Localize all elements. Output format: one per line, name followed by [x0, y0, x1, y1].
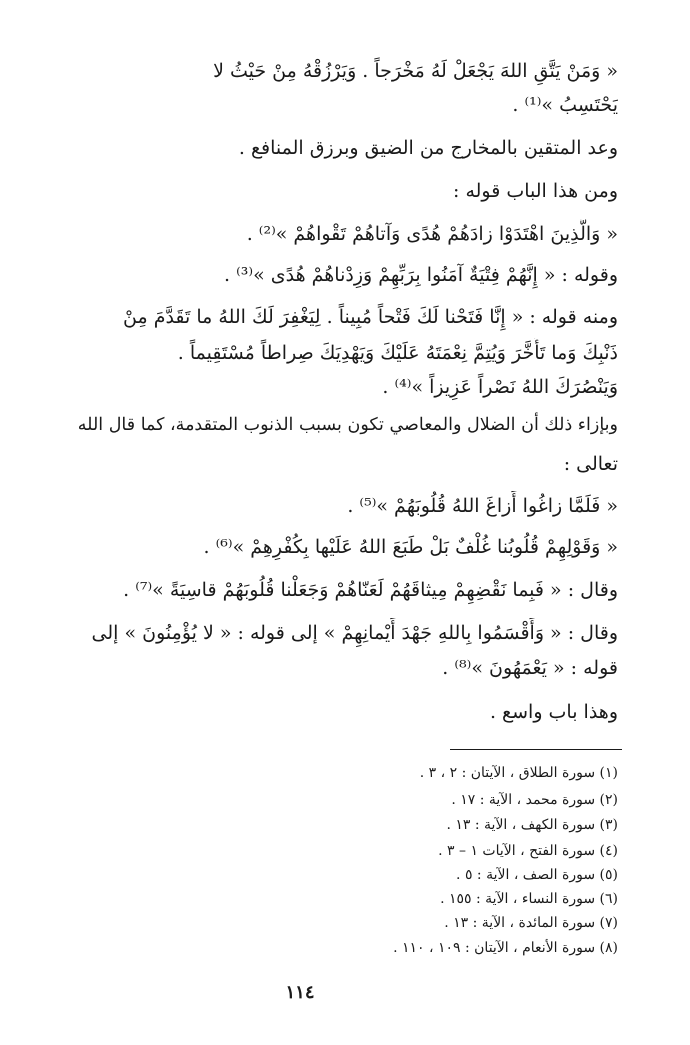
body-line: « فَلَمَّا زاغُوا أَزاغَ اللهُ قُلُوبَهُمْ »⁽⁵⁾ .: [347, 495, 618, 517]
page-number: ١١٤: [285, 982, 315, 1003]
body-line: وبإزاء ذلك أن الضلال والمعاصي تكون بسبب الذنوب المتقدمة، كما قال الله: [77, 415, 618, 435]
body-line: وقال : « وَأَقْسَمُوا بِاللهِ جَهْدَ أَيْمانِهِمْ » إلى قوله : « لا يُؤْمِنُونَ » إلى: [91, 622, 618, 644]
footnote: (٦) سورة النساء ، الآية : ١٥٥ .: [440, 891, 618, 907]
body-line: تعالى :: [563, 453, 618, 475]
body-line: يَحْتَسِبُ »⁽¹⁾ .: [512, 94, 618, 116]
body-line: « وَالَّذِينَ اهْتَدَوْا زادَهُمْ هُدًى وَآتاهُمْ تَقْواهُمْ »⁽²⁾ .: [246, 223, 618, 245]
body-line: وعد المتقين بالمخارج من الضيق وبرزق المنافع .: [238, 137, 618, 159]
body-line: وَيَنْصُرَكَ اللهُ نَصْراً عَزِيزاً »⁽⁴⁾ .: [382, 376, 618, 398]
footnote: (٥) سورة الصف ، الآية : ٥ .: [456, 867, 618, 883]
footnote: (٨) سورة الأنعام ، الآيتان : ١٠٩ ، ١١٠ .: [393, 940, 618, 956]
body-line: « وَمَنْ يَتَّقِ اللهَ يَجْعَلْ لَهُ مَخْرَجاً . وَيَرْزُقْهُ مِنْ حَيْثُ لا: [213, 60, 618, 82]
footnote-separator: [450, 749, 622, 750]
footnote: (٤) سورة الفتح ، الآيات ١ – ٣ .: [438, 843, 618, 859]
body-line: وقال : « فَبِما نَقْضِهِمْ مِيثاقَهُمْ لَعَنّاهُمْ وَجَعَلْنا قُلُوبَهُمْ قاسِيَةً »⁽⁷⁾ .: [123, 579, 618, 601]
body-line: ومنه قوله : « إِنَّا فَتَحْنا لَكَ فَتْحاً مُبِيناً . لِيَغْفِرَ لَكَ اللهُ ما تَقَدَّمَ مِنْ: [123, 306, 618, 328]
footnote: (٧) سورة المائدة ، الآية : ١٣ .: [444, 915, 618, 931]
body-line: ذَنْبِكَ وَما تَأَخَّرَ وَيُتِمَّ نِعْمَتَهُ عَلَيْكَ وَيَهْدِيَكَ صِراطاً مُسْتَقِيماً .: [177, 342, 618, 364]
body-line: ومن هذا الباب قوله :: [453, 180, 618, 202]
footnote: (٢) سورة محمد ، الآية : ١٧ .: [451, 792, 618, 808]
body-line: وهذا باب واسع .: [489, 701, 618, 723]
body-line: قوله : « يَعْمَهُونَ »⁽⁸⁾ .: [442, 657, 618, 679]
footnote: (٣) سورة الكهف ، الآية : ١٣ .: [446, 817, 618, 833]
footnote: (١) سورة الطلاق ، الآيتان : ٢ ، ٣ .: [419, 765, 618, 781]
body-line: « وَقَوْلِهِمْ قُلُوبُنا غُلْفٌ بَلْ طَبَعَ اللهُ عَلَيْها بِكُفْرِهِمْ »⁽⁶⁾ .: [203, 536, 618, 558]
body-line: وقوله : « إِنَّهُمْ فِتْيَةٌ آمَنُوا بِرَبِّهِمْ وَزِدْناهُمْ هُدًى »⁽³⁾ .: [224, 264, 618, 286]
